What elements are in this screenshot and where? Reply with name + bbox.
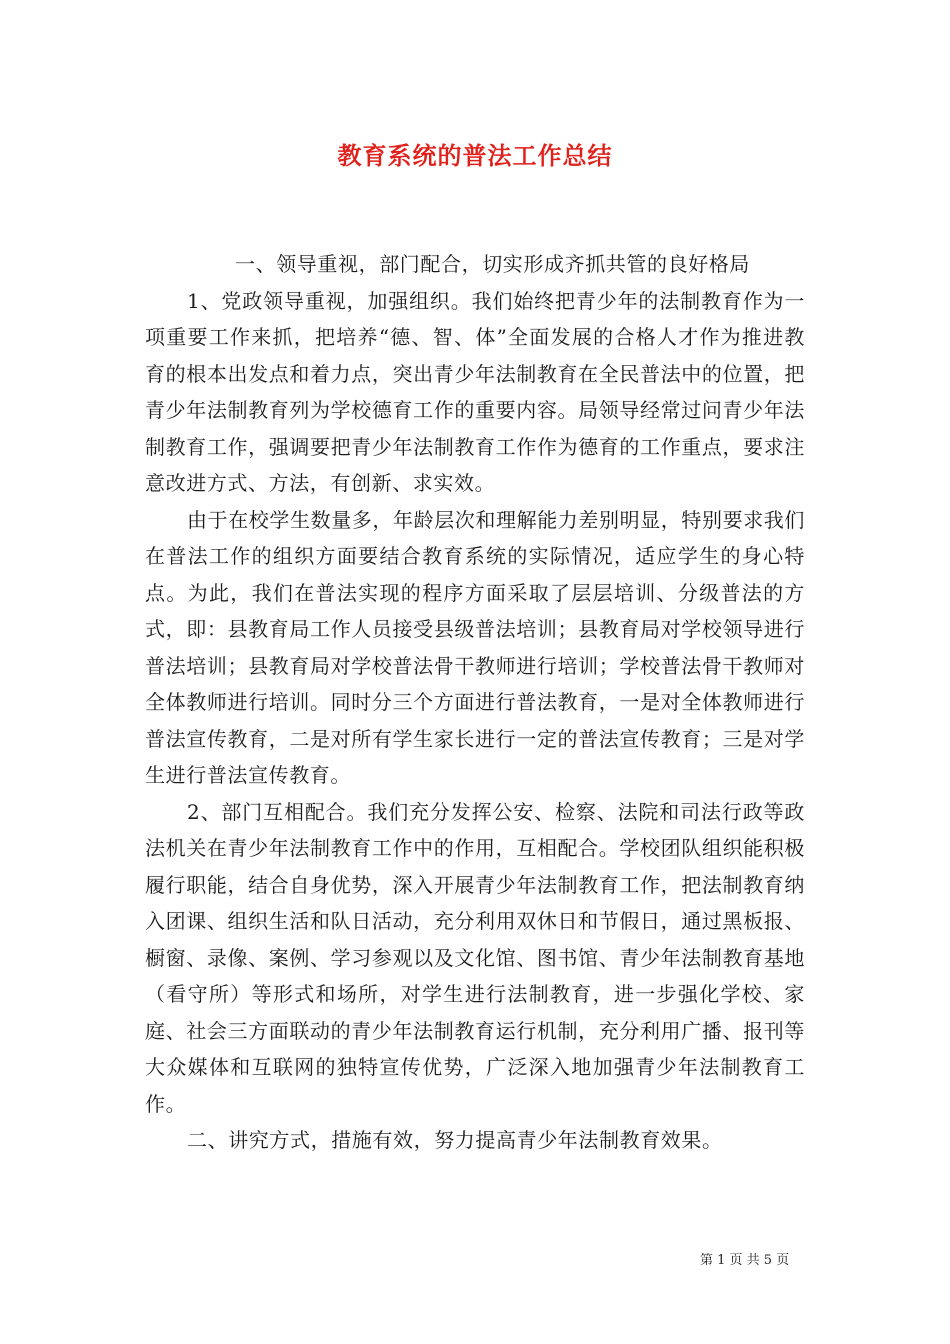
paragraph-training: 由于在校学生数量多，年龄层次和理解能力差别明显，特别要求我们在普法工作的组织方面要结合教育系统的实际情况，适应学生的身心特点。为此，我们在普法实现的程序方面采取了层层培训、分级普法的方式，即：县教育局工作人员接受县级普法培训；县教育局对学校领导进行普法培训；县教育局对学校普法骨干教师进行培训；学校普法骨干教师对全体教师进行培训。同时分三个方面进行普法教育，一是对全体教师进行普法宣传教育，二是对所有学生家长进行一定的普法宣传教育；三是对学生进行普法宣传教育。 — [145, 507, 805, 787]
document-body — [145, 246, 805, 1159]
paragraph-leadership: 1、党政领导重视，加强组织。我们始终把青少年的法制教育作为一项重要工作来抓，把培养“德、智、体”全面发展的合格人才作为推进教育的根本出发点和着力点，突出青少年法制教育在全民普法中的位置，把青少年法制教育列为学校德育工作的重要内容。局领导经常过问青少年法制教育工作，强调要把青少年法制教育工作作为德育的工作重点，要求注意改进方式、方法，有创新、求实效。 — [145, 288, 805, 495]
section-heading-1: 一、领导重视，部门配合，切实形成齐抓共管的良好格局 — [235, 252, 750, 276]
paragraph-cooperation: 2、部门互相配合。我们充分发挥公安、检察、法院和司法行政等政法机关在青少年法制教育工作中的作用，互相配合。学校团队组织能积极履行职能，结合自身优势，深入开展青少年法制教育工作，把法制教育纳入团课、组织生活和队日活动，充分利用双休日和节假日，通过黑板报、橱窗、录像、案例、学习参观以及文化馆、图书馆、青少年法制教育基地（看守所）等形式和场所，对学生进行法制教育，进一步强化学校、家庭、社会三方面联动的青少年法制教育运行机制，充分利用广播、报刊等大众媒体和互联网的独特宣传优势，广泛深入地加强青少年法制教育工作。 — [145, 799, 805, 1116]
section-heading-2: 二、讲究方式，措施有效，努力提高青少年法制教育效果。 — [187, 1128, 723, 1152]
page-number: 第 1 页 共 5 页 — [700, 1253, 790, 1268]
document-title: 教育系统的普法工作总结 — [337, 142, 613, 170]
